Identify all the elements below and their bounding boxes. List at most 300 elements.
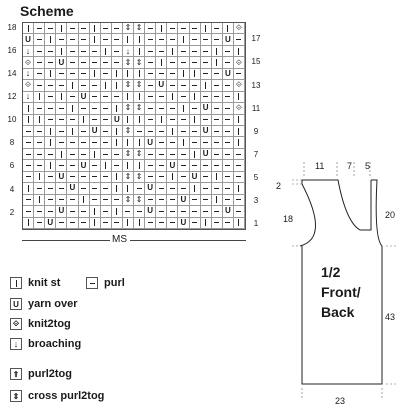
chart-cell: [201, 218, 212, 229]
chart-cell: [167, 80, 178, 91]
chart-cell: [23, 160, 34, 171]
legend-purl-label: purl: [104, 277, 125, 289]
measure-top-right: 5: [365, 161, 371, 171]
chart-cell: [156, 218, 167, 229]
chart-cell: [34, 149, 45, 160]
chart-cell: [101, 149, 112, 160]
chart-cell: [79, 80, 90, 91]
chart-cell: [79, 183, 90, 194]
chart-cell: [34, 92, 45, 103]
chart-cell: [123, 195, 134, 206]
chart-cell: [234, 160, 245, 171]
chart-cell: [23, 195, 34, 206]
chart-cell: [90, 172, 101, 183]
chart-cell: [212, 23, 223, 34]
chart-cell: [23, 80, 34, 91]
chart-cell: [134, 23, 145, 34]
chart-cell: [156, 183, 167, 194]
chart-cell: [101, 206, 112, 217]
chart-cell: [178, 23, 189, 34]
chart-cell: [190, 160, 201, 171]
chart-cell: [23, 34, 34, 45]
chart-cell: [67, 137, 78, 148]
chart-cell: [223, 23, 234, 34]
chart-cell: [56, 126, 67, 137]
chart-cell: [178, 172, 189, 183]
chart-cell: [45, 46, 56, 57]
chart-cell: [212, 149, 223, 160]
chart-cell: [167, 103, 178, 114]
chart-cell: [190, 115, 201, 126]
chart-cell: [90, 195, 101, 206]
chart-cell: [212, 172, 223, 183]
chart-cell: [23, 115, 34, 126]
right-row-number: 3: [253, 196, 259, 206]
legend-knit2tog: [10, 318, 71, 330]
chart-cell: [45, 137, 56, 148]
chart-cell: [201, 195, 212, 206]
chart-cell: [45, 80, 56, 91]
chart-cell: [167, 57, 178, 68]
chart-cell: [101, 183, 112, 194]
chart-cell: [190, 126, 201, 137]
chart-cell: [212, 160, 223, 171]
chart-cell: [190, 195, 201, 206]
chart-cell: [123, 23, 134, 34]
chart-cell: [134, 103, 145, 114]
part-label: [321, 262, 361, 322]
chart-cell: [134, 69, 145, 80]
chart-cell: [45, 218, 56, 229]
chart-cell: [23, 183, 34, 194]
measure-right-top: 20: [385, 210, 396, 220]
chart-cell: [67, 218, 78, 229]
chart-cell: [56, 103, 67, 114]
chart-cell: [223, 115, 234, 126]
right-row-number: 11: [251, 103, 261, 113]
chart-cell: [145, 115, 156, 126]
chart-cell: [156, 103, 167, 114]
scheme-title: Scheme: [20, 3, 74, 19]
chart-cell: [101, 115, 112, 126]
chart-cell: [167, 34, 178, 45]
chart-cell: [23, 137, 34, 148]
chart-cell: [56, 183, 67, 194]
chart-cell: [134, 115, 145, 126]
chart-cell: [79, 115, 90, 126]
chart-cell: [56, 34, 67, 45]
repeat-label: MS: [112, 234, 127, 245]
chart-cell: [190, 80, 201, 91]
chart-cell: [112, 69, 123, 80]
chart-cell: [178, 126, 189, 137]
chart-cell: [201, 92, 212, 103]
chart-cell: [79, 103, 90, 114]
chart-cell: [123, 103, 134, 114]
chart-cell: [123, 218, 134, 229]
chart-cell: [190, 206, 201, 217]
chart-cell: [67, 57, 78, 68]
chart-cell: [134, 92, 145, 103]
chart-cell: [234, 126, 245, 137]
chart-cell: [145, 80, 156, 91]
chart-cell: [45, 23, 56, 34]
chart-cell: [101, 80, 112, 91]
chart-cell: [223, 92, 234, 103]
chart-cell: [134, 46, 145, 57]
chart-cell: [34, 46, 45, 57]
chart-cell: [234, 34, 245, 45]
chart-cell: [34, 69, 45, 80]
chart-cell: [67, 115, 78, 126]
chart-cell: [79, 195, 90, 206]
chart-cell: [167, 160, 178, 171]
chart-cell: [79, 69, 90, 80]
chart-cell: [190, 172, 201, 183]
legend-broaching-label: broaching: [28, 338, 82, 350]
chart-cell: [67, 183, 78, 194]
measure-left-side: 18: [283, 214, 294, 224]
chart-cell: [79, 46, 90, 57]
chart-cell: [34, 183, 45, 194]
chart-cell: [112, 218, 123, 229]
stitch-chart-grid: [22, 22, 246, 230]
chart-cell: [190, 137, 201, 148]
purl2tog-icon: [10, 368, 22, 380]
chart-cell: [34, 103, 45, 114]
chart-cell: [178, 218, 189, 229]
purl-stitch-icon: [86, 277, 98, 289]
chart-cell: [56, 218, 67, 229]
chart-cell: [223, 218, 234, 229]
chart-cell: [67, 126, 78, 137]
chart-cell: [90, 137, 101, 148]
chart-cell: [234, 57, 245, 68]
chart-cell: [212, 57, 223, 68]
chart-cell: [134, 195, 145, 206]
chart-cell: [45, 57, 56, 68]
chart-cell: [67, 23, 78, 34]
chart-cell: [101, 46, 112, 57]
chart-cell: [101, 23, 112, 34]
chart-cell: [56, 149, 67, 160]
chart-cell: [201, 46, 212, 57]
chart-cell: [145, 195, 156, 206]
chart-cell: [67, 92, 78, 103]
right-row-number: 1: [253, 219, 259, 229]
chart-cell: [34, 126, 45, 137]
left-row-number: 10: [7, 115, 17, 125]
chart-cell: [123, 183, 134, 194]
chart-cell: [45, 183, 56, 194]
chart-cell: [90, 160, 101, 171]
chart-cell: [178, 183, 189, 194]
knit-stitch-icon: [10, 277, 22, 289]
chart-cell: [34, 160, 45, 171]
chart-cell: [79, 206, 90, 217]
chart-cell: [123, 46, 134, 57]
chart-cell: [134, 218, 145, 229]
chart-cell: [190, 103, 201, 114]
chart-cell: [79, 23, 90, 34]
chart-cell: [112, 115, 123, 126]
legend-cross-purl2tog: [10, 390, 104, 402]
chart-cell: [56, 137, 67, 148]
chart-cell: [178, 160, 189, 171]
chart-cell: [112, 126, 123, 137]
neckline: [302, 180, 371, 230]
chart-cell: [167, 206, 178, 217]
chart-cell: [178, 34, 189, 45]
chart-cell: [234, 92, 245, 103]
chart-cell: [156, 34, 167, 45]
chart-cell: [234, 206, 245, 217]
chart-cell: [45, 103, 56, 114]
chart-cell: [201, 69, 212, 80]
right-row-number: 9: [253, 126, 259, 136]
chart-cell: [234, 137, 245, 148]
chart-cell: [101, 92, 112, 103]
chart-cell: [112, 172, 123, 183]
chart-cell: [34, 195, 45, 206]
chart-cell: [56, 23, 67, 34]
chart-cell: [201, 149, 212, 160]
chart-cell: [134, 172, 145, 183]
legend-purl2tog: [10, 368, 72, 380]
chart-cell: [123, 137, 134, 148]
chart-cell: [167, 46, 178, 57]
chart-cell: [167, 92, 178, 103]
chart-cell: [156, 23, 167, 34]
chart-cell: [90, 80, 101, 91]
chart-cell: [190, 92, 201, 103]
legend-yarn-over-label: yarn over: [28, 298, 78, 310]
chart-cell: [234, 149, 245, 160]
chart-cell: [234, 218, 245, 229]
left-row-number: 14: [7, 69, 17, 78]
chart-cell: [23, 92, 34, 103]
chart-cell: [156, 92, 167, 103]
chart-cell: [145, 149, 156, 160]
chart-cell: [90, 23, 101, 34]
chart-cell: [212, 195, 223, 206]
chart-cell: [190, 69, 201, 80]
chart-cell: [90, 115, 101, 126]
chart-cell: [34, 172, 45, 183]
repeat-line-right: [130, 240, 246, 241]
chart-cell: [23, 69, 34, 80]
chart-cell: [101, 126, 112, 137]
legend-yarn-over: [10, 298, 78, 310]
chart-cell: [167, 149, 178, 160]
chart-cell: [167, 195, 178, 206]
chart-cell: [178, 57, 189, 68]
chart-cell: [101, 34, 112, 45]
chart-cell: [79, 160, 90, 171]
chart-cell: [23, 23, 34, 34]
chart-cell: [56, 57, 67, 68]
chart-cell: [123, 34, 134, 45]
chart-cell: [234, 46, 245, 57]
legend-purl: [86, 277, 125, 289]
chart-cell: [234, 103, 245, 114]
chart-cell: [190, 57, 201, 68]
chart-cell: [145, 160, 156, 171]
chart-cell: [112, 23, 123, 34]
chart-cell: [178, 137, 189, 148]
chart-cell: [223, 160, 234, 171]
chart-cell: [178, 195, 189, 206]
armhole-left: [300, 184, 316, 246]
chart-cell: [67, 206, 78, 217]
chart-cell: [79, 149, 90, 160]
chart-cell: [145, 218, 156, 229]
chart-cell: [145, 183, 156, 194]
chart-cell: [234, 23, 245, 34]
chart-cell: [123, 172, 134, 183]
chart-cell: [134, 206, 145, 217]
chart-cell: [56, 80, 67, 91]
chart-cell: [167, 137, 178, 148]
chart-cell: [90, 69, 101, 80]
chart-cell: [178, 103, 189, 114]
chart-cell: [167, 23, 178, 34]
chart-cell: [90, 206, 101, 217]
chart-cell: [112, 46, 123, 57]
chart-cell: [223, 80, 234, 91]
chart-cell: [212, 34, 223, 45]
chart-cell: [212, 218, 223, 229]
chart-cell: [234, 69, 245, 80]
chart-cell: [79, 137, 90, 148]
chart-cell: [223, 172, 234, 183]
measure-right-bottom: 43: [385, 312, 396, 322]
chart-cell: [90, 103, 101, 114]
chart-cell: [167, 218, 178, 229]
part-label-line-3: Back: [321, 304, 355, 320]
chart-cell: [145, 57, 156, 68]
chart-cell: [134, 149, 145, 160]
chart-cell: [201, 57, 212, 68]
chart-cell: [90, 149, 101, 160]
chart-cell: [134, 34, 145, 45]
measure-bottom: 23: [335, 396, 346, 406]
chart-cell: [145, 137, 156, 148]
chart-cell: [34, 137, 45, 148]
chart-cell: [234, 195, 245, 206]
chart-cell: [34, 80, 45, 91]
chart-cell: [67, 149, 78, 160]
chart-cell: [90, 218, 101, 229]
chart-cell: [123, 149, 134, 160]
chart-cell: [45, 92, 56, 103]
chart-cell: [123, 206, 134, 217]
chart-cell: [178, 92, 189, 103]
legend-knit: [10, 277, 60, 289]
chart-cell: [56, 115, 67, 126]
chart-cell: [156, 206, 167, 217]
chart-cell: [112, 92, 123, 103]
chart-cell: [56, 195, 67, 206]
chart-cell: [156, 126, 167, 137]
chart-cell: [56, 92, 67, 103]
chart-cell: [112, 137, 123, 148]
measure-top-neck: 7: [347, 161, 353, 171]
chart-cell: [201, 160, 212, 171]
chart-cell: [145, 23, 156, 34]
chart-cell: [79, 57, 90, 68]
chart-cell: [123, 80, 134, 91]
chart-cell: [178, 69, 189, 80]
chart-cell: [101, 160, 112, 171]
chart-cell: [212, 80, 223, 91]
chart-cell: [167, 115, 178, 126]
chart-cell: [34, 115, 45, 126]
chart-cell: [45, 149, 56, 160]
chart-cell: [190, 149, 201, 160]
chart-cell: [123, 92, 134, 103]
chart-cell: [145, 69, 156, 80]
chart-cell: [201, 206, 212, 217]
chart-cell: [45, 115, 56, 126]
knit2tog-icon: [10, 318, 22, 330]
chart-cell: [234, 80, 245, 91]
chart-cell: [123, 126, 134, 137]
chart-cell: [123, 57, 134, 68]
chart-cell: [156, 149, 167, 160]
chart-cell: [101, 218, 112, 229]
chart-cell: [178, 149, 189, 160]
chart-cell: [223, 34, 234, 45]
chart-cell: [79, 126, 90, 137]
yarn-over-icon: [10, 298, 22, 310]
part-label-line-1: 1/2: [321, 264, 341, 280]
chart-cell: [190, 218, 201, 229]
chart-cell: [34, 57, 45, 68]
chart-cell: [23, 206, 34, 217]
right-row-number: 13: [251, 80, 261, 90]
chart-cell: [212, 137, 223, 148]
chart-cell: [45, 195, 56, 206]
chart-cell: [56, 69, 67, 80]
chart-cell: [45, 172, 56, 183]
legend-purl2tog-label: purl2tog: [28, 368, 72, 380]
chart-cell: [212, 115, 223, 126]
chart-cell: [101, 57, 112, 68]
chart-cell: [223, 69, 234, 80]
chart-cell: [90, 46, 101, 57]
chart-cell: [67, 195, 78, 206]
chart-cell: [79, 92, 90, 103]
chart-cell: [45, 34, 56, 45]
chart-cell: [67, 80, 78, 91]
chart-cell: [156, 172, 167, 183]
chart-cell: [178, 115, 189, 126]
chart-cell: [167, 172, 178, 183]
chart-cell: [123, 160, 134, 171]
chart-cell: [23, 126, 34, 137]
left-row-number: 16: [7, 45, 17, 55]
chart-cell: [212, 69, 223, 80]
left-row-number: 4: [9, 184, 15, 194]
chart-cell: [167, 183, 178, 194]
chart-cell: [190, 46, 201, 57]
chart-cell: [134, 137, 145, 148]
chart-cell: [134, 160, 145, 171]
chart-cell: [212, 46, 223, 57]
chart-cell: [156, 160, 167, 171]
chart-cell: [23, 103, 34, 114]
